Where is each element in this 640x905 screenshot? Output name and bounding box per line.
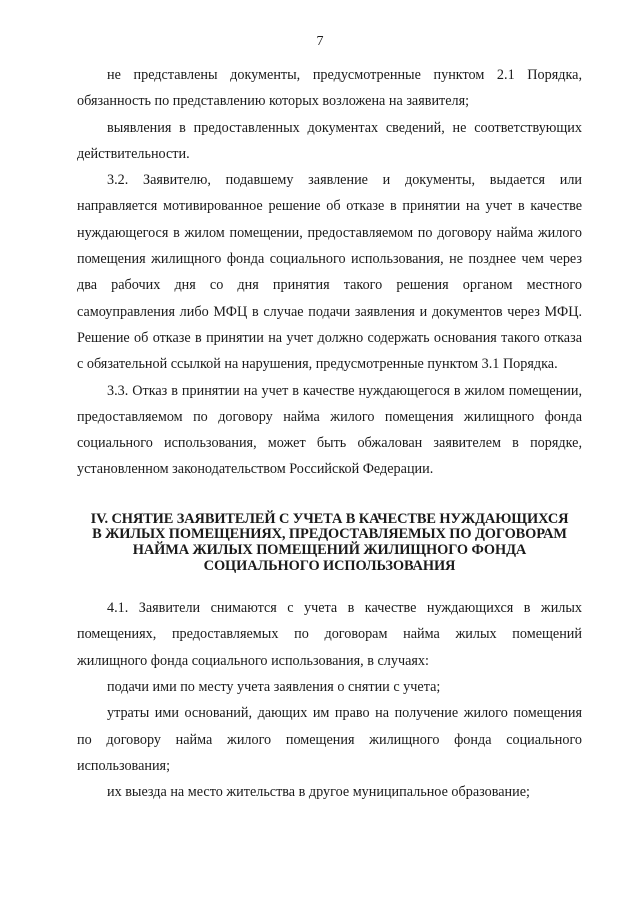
section-heading-line: В ЖИЛЫХ ПОМЕЩЕНИЯХ, ПРЕДОСТАВЛЯЕМЫХ ПО ДОГОВОРАМ	[92, 526, 567, 543]
paragraph-3-3: 3.3. Отказ в принятии на учет в качестве нуждающегося в жилом помещении, предоставляемом по договору найма жилого помещения жилищного фонда социального использования, может быть обжалован заявителем в порядке, установленном законодательством Российской Федерации.	[77, 382, 582, 478]
paragraph-case-application: подачи ими по месту учета заявления о снятии с учета;	[107, 679, 441, 696]
paragraph-3-2: 3.2. Заявителю, подавшему заявление и документы, выдается или направляется мотивированное решение об отказе в принятии на учет в качестве нуждающегося в жилом помещении, предоставляемом по договору найма жилого помещения жилищного фонда социального использования, не позднее чем через два рабочих дня со дня принятия такого решения органом местного самоуправления либо МФЦ в случае подачи заявления и документов через МФЦ. Решение об отказе в принятии на учет должно содержать основания такого отказа с обязательной ссылкой на нарушения, предусмотренные пунктом 3.1 Порядка.	[77, 172, 582, 373]
document-body	[77, 62, 582, 806]
paragraph-case-loss-of-grounds: утраты ими оснований, дающих им право на получение жилого помещения по договору найма жилого помещения жилищного фонда социального использования;	[77, 705, 582, 774]
paragraph-documents-not-provided: не представлены документы, предусмотренные пунктом 2.1 Порядка, обязанность по представлению которых возложена на заявителя;	[77, 67, 582, 110]
paragraph-false-information: выявления в предоставленных документах сведений, не соответствующих действительности.	[77, 119, 582, 162]
page-number: 7	[316, 34, 324, 49]
section-heading-line: НАЙМА ЖИЛЫХ ПОМЕЩЕНИЙ ЖИЛИЩНОГО ФОНДА	[132, 541, 527, 558]
section-heading-iv	[77, 512, 582, 574]
section-heading-line: IV. СНЯТИЕ ЗАЯВИТЕЛЕЙ С УЧЕТА В КАЧЕСТВЕ НУЖДАЮЩИХСЯ	[90, 510, 569, 527]
section-heading-line: СОЦИАЛЬНОГО ИСПОЛЬЗОВАНИЯ	[203, 557, 456, 574]
paragraph-4-1: 4.1. Заявители снимаются с учета в качестве нуждающихся в жилых помещениях, предоставляемых по договорам найма жилых помещений жилищного фонда социального использования, в случаях:	[77, 600, 582, 669]
paragraph-case-relocation: их выезда на место жительства в другое муниципальное образование;	[107, 784, 530, 801]
